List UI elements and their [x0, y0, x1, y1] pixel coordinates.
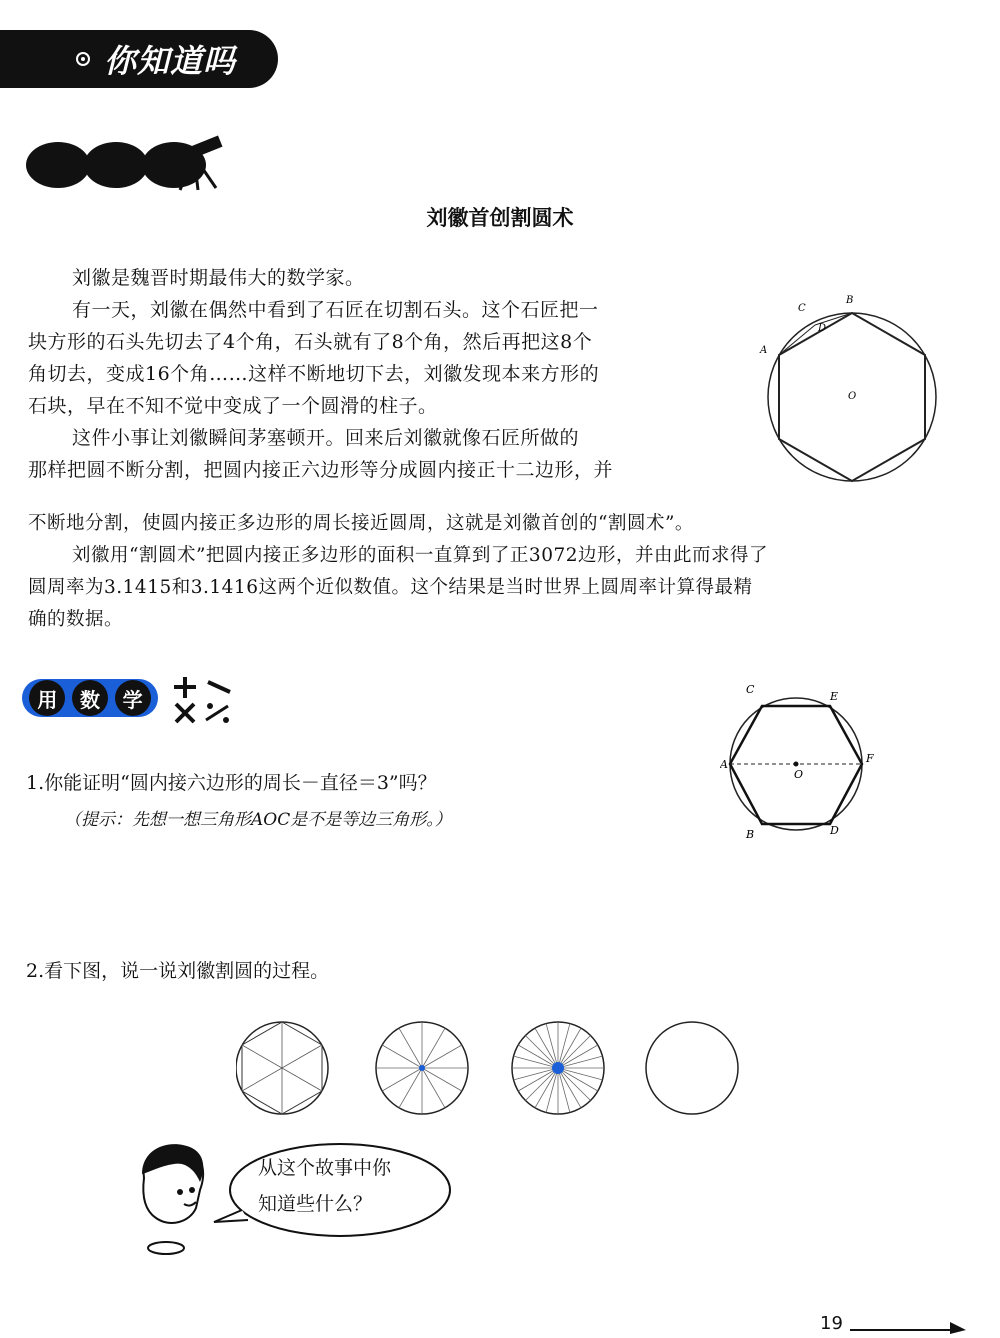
- label-f: F: [866, 752, 874, 765]
- label-a: A: [720, 758, 728, 771]
- section-header: [0, 30, 278, 88]
- bubble-line: 从这个故事中你: [258, 1157, 392, 1179]
- pill-char: 数: [72, 680, 108, 716]
- circle-12-division: [376, 1022, 468, 1114]
- article-line: 角切去，变成16个角……这样不断地切下去，刘徽发现本来方形的: [28, 363, 600, 385]
- article-line: 有一天，刘徽在偶然中看到了石匠在切割石头。这个石匠把一: [72, 299, 599, 321]
- pill-char: 用: [29, 680, 65, 716]
- speech-bubble-text: [258, 1150, 448, 1222]
- figure-hexagon-circle: [752, 285, 952, 485]
- math-operators-icon: [170, 676, 236, 726]
- article-line: 这件小事让刘徽瞬间茅塞顿开。回来后刘徽就像石匠所做的: [72, 427, 580, 449]
- section-header-title: 你知道吗: [104, 42, 237, 80]
- circle-division-sequence: [236, 1018, 756, 1118]
- label-b: B: [746, 828, 755, 841]
- label-c: C: [798, 303, 806, 314]
- article-line: 确的数据。: [28, 609, 124, 630]
- label-o: O: [848, 391, 857, 402]
- article-line: 刘徽是魏晋时期最伟大的数学家。: [72, 267, 365, 289]
- article-line: 石块，早在不知不觉中变成了一个圆滑的柱子。: [28, 395, 438, 417]
- article-body-top: [28, 262, 728, 486]
- label-c: C: [746, 683, 755, 696]
- article-line: 块方形的石头先切去了4个角，石头就有了8个角，然后再把这8个: [28, 331, 593, 353]
- circle-24-division: [512, 1022, 604, 1114]
- pill-char: 学: [115, 680, 151, 716]
- article-line: 那样把圆不断分割，把圆内接正六边形等分成圆内接正十二边形，并: [28, 459, 614, 481]
- article-line: 刘徽用“割圆术”把圆内接正多边形的面积一直算到了正3072边形，并由此而求得了: [72, 545, 768, 566]
- page-number: 19: [820, 1313, 843, 1334]
- circle-6-division: [236, 1022, 328, 1114]
- question-1-hint: （提示：先想一想三角形AOC是不是等边三角形。）: [64, 810, 452, 830]
- page-arrow-icon: [850, 1318, 970, 1334]
- section-use-math: [22, 679, 158, 717]
- article-title: 刘徽首创割圆术: [426, 206, 574, 230]
- label-d: D: [818, 323, 827, 334]
- label-b: B: [846, 295, 854, 306]
- bubble-line: 知道些什么？: [258, 1193, 373, 1215]
- question-1: 1.你能证明“圆内接六边形的周长－直径＝3”吗？: [26, 772, 437, 794]
- article-body-bottom: [28, 508, 968, 636]
- article-line: 不断地分割，使圆内接正多边形的周长接近圆周，这就是刘徽首创的“割圆术”。: [28, 513, 694, 534]
- question-2: 2.看下图，说一说刘徽割圆的过程。: [26, 960, 330, 982]
- boy-face-icon: [142, 1144, 203, 1254]
- telescope-icon: [168, 128, 228, 192]
- circle-full: [646, 1022, 738, 1114]
- bullet-icon: [76, 52, 90, 66]
- label-a: A: [760, 345, 768, 356]
- label-o: O: [794, 768, 804, 781]
- article-line: 圆周率为3.1415和3.1416这两个近似数值。这个结果是当时世界上圆周率计算得最精: [28, 577, 753, 598]
- label-d: D: [830, 824, 839, 837]
- dot-icon: [84, 142, 148, 188]
- dot-icon: [26, 142, 90, 188]
- figure-labeled-hexagon: [720, 678, 890, 844]
- label-e: E: [830, 690, 839, 703]
